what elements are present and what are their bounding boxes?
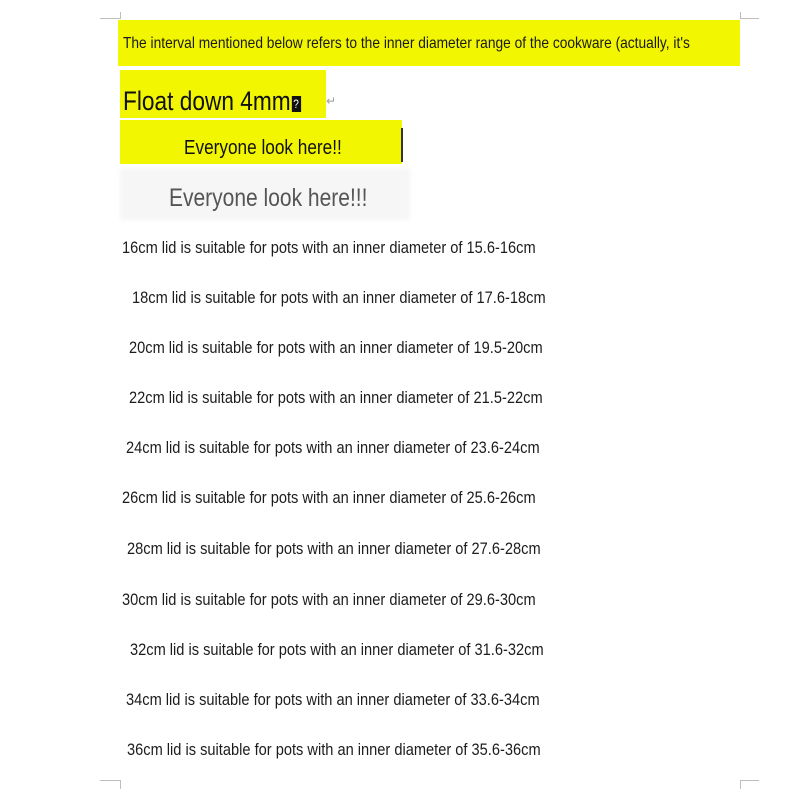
lid-size-line: 32cm lid is suitable for pots with an inner diameter of 31.6-32cm bbox=[130, 640, 544, 659]
text-cursor bbox=[401, 128, 403, 162]
page-corner-mark-top-left bbox=[100, 12, 121, 19]
lid-size-line: 36cm lid is suitable for pots with an inner diameter of 35.6-36cm bbox=[127, 740, 541, 759]
intro-text: The interval mentioned below refers to the inner diameter range of the cookware (actually, it's bbox=[123, 35, 690, 52]
lid-size-line: 30cm lid is suitable for pots with an inner diameter of 29.6-30cm bbox=[122, 590, 536, 609]
lid-size-line: 22cm lid is suitable for pots with an inner diameter of 21.5-22cm bbox=[129, 388, 543, 407]
paragraph-return-icon: ↵ bbox=[326, 94, 337, 108]
lid-size-line: 26cm lid is suitable for pots with an inner diameter of 25.6-26cm bbox=[122, 488, 536, 507]
look-here-heading-1: Everyone look here!! bbox=[184, 137, 342, 159]
page-corner-mark-bottom-right bbox=[740, 780, 759, 789]
lid-size-line: 24cm lid is suitable for pots with an inner diameter of 23.6-24cm bbox=[126, 438, 540, 457]
float-heading bbox=[123, 86, 301, 117]
look-here-heading-2: Everyone look here!!! bbox=[169, 184, 368, 212]
page-corner-mark-top-right bbox=[740, 12, 759, 19]
unknown-glyph-icon: ? bbox=[293, 97, 299, 111]
lid-size-line: 34cm lid is suitable for pots with an inner diameter of 33.6-34cm bbox=[126, 690, 540, 709]
lid-size-line: 20cm lid is suitable for pots with an inner diameter of 19.5-20cm bbox=[129, 338, 543, 357]
float-heading-text: Float down 4mm bbox=[123, 86, 291, 116]
lid-size-line: 28cm lid is suitable for pots with an inner diameter of 27.6-28cm bbox=[127, 539, 541, 558]
lid-size-line: 18cm lid is suitable for pots with an inner diameter of 17.6-18cm bbox=[132, 288, 546, 307]
lid-size-line: 16cm lid is suitable for pots with an inner diameter of 15.6-16cm bbox=[122, 238, 536, 257]
page-corner-mark-bottom-left bbox=[100, 780, 121, 789]
